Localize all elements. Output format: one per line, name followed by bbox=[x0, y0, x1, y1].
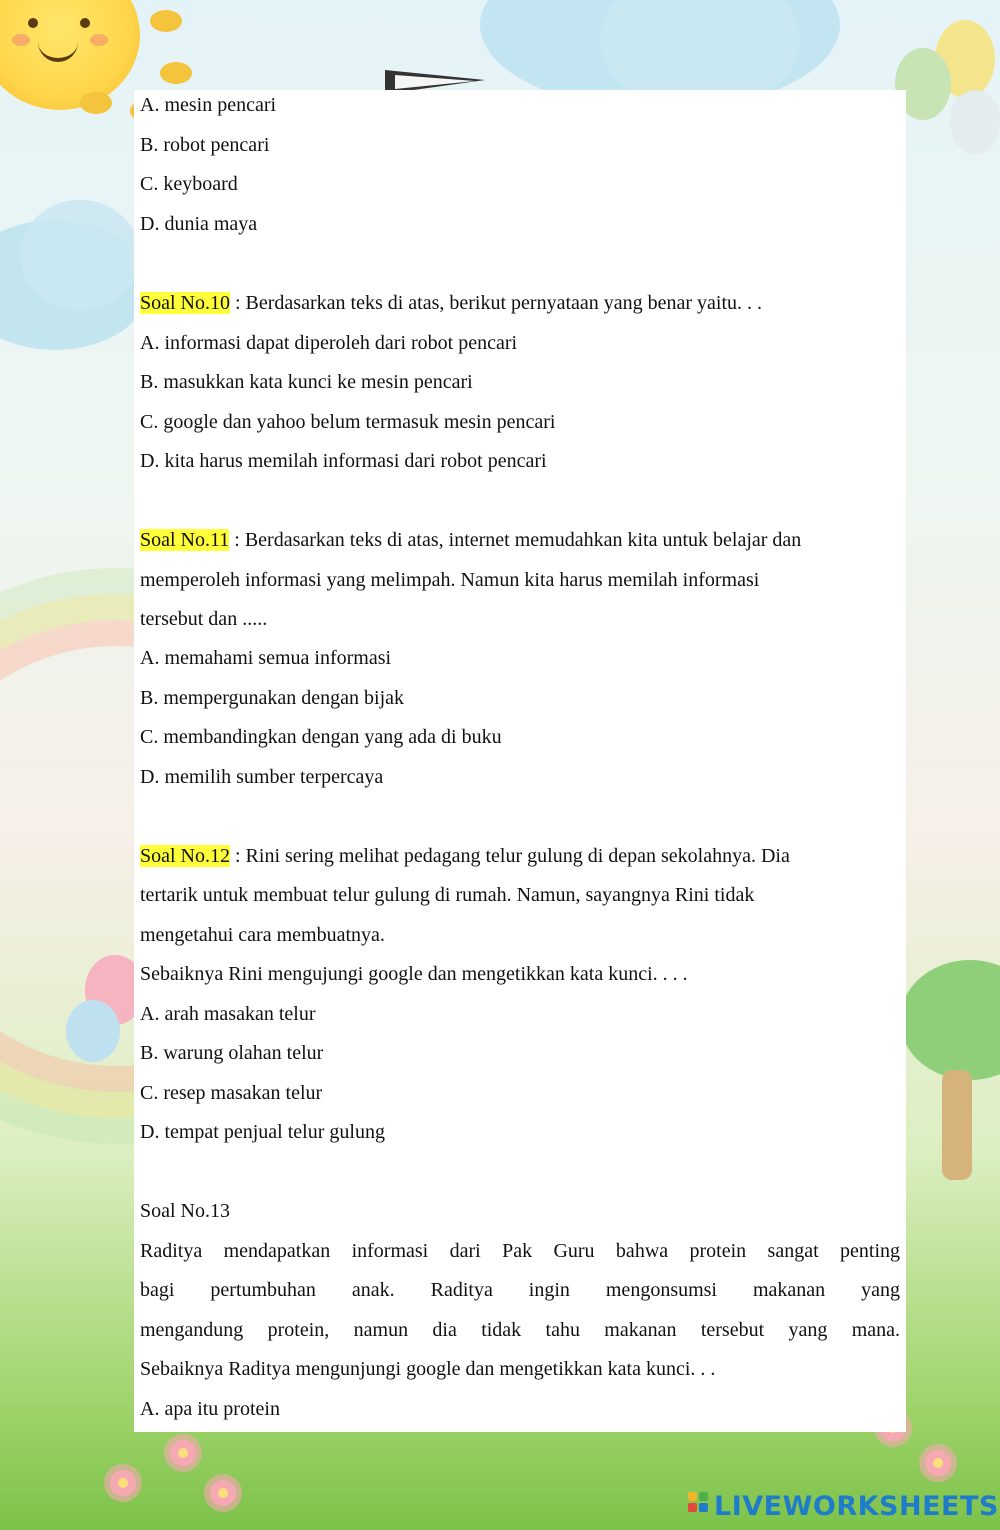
balloon-icon bbox=[950, 90, 1000, 154]
sun-ray-icon bbox=[80, 92, 112, 114]
question-10-stem bbox=[140, 290, 900, 316]
question-12-label: Soal No.12 bbox=[140, 845, 230, 867]
sun-ray-icon bbox=[150, 10, 182, 32]
tree-icon bbox=[900, 960, 1000, 1080]
option-item: C. resep masakan telur bbox=[140, 1082, 323, 1104]
flower-icon bbox=[925, 1450, 951, 1476]
option-item: A. informasi dapat diperoleh dari robot pencari bbox=[140, 332, 518, 354]
option-item: D. tempat penjual telur gulung bbox=[140, 1121, 385, 1143]
option-item: B. mempergunakan dengan bijak bbox=[140, 687, 405, 709]
option-item: D. memilih sumber terpercaya bbox=[140, 766, 384, 788]
option-item: A. mesin pencari bbox=[140, 94, 277, 116]
liveworksheets-logo-text: LIVEWORKSHEETS bbox=[714, 1490, 999, 1522]
liveworksheets-logo-icon bbox=[688, 1492, 710, 1520]
question-12-text: : Rini sering melihat pedagang telur gulung di depan sekolahnya. Dia bbox=[230, 845, 790, 867]
option-item: A. apa itu protein bbox=[140, 1398, 280, 1420]
option-item: B. robot pencari bbox=[140, 134, 270, 156]
tree-trunk-icon bbox=[942, 1070, 972, 1180]
question-13-text-line: Raditya mendapatkan informasi dari Pak Guru bahwa protein sangat penting bbox=[140, 1240, 900, 1262]
paper-plane-icon bbox=[395, 75, 475, 89]
option-item: B. masukkan kata kunci ke mesin pencari bbox=[140, 371, 473, 393]
question-11-text-line: tersebut dan ..... bbox=[140, 608, 268, 630]
sun-ray-icon bbox=[160, 62, 192, 84]
option-item: B. warung olahan telur bbox=[140, 1042, 324, 1064]
question-11-text-line: memperoleh informasi yang melimpah. Namun kita harus memilah informasi bbox=[140, 569, 760, 591]
balloon-icon bbox=[66, 1000, 120, 1062]
question-10-label: Soal No.10 bbox=[140, 292, 230, 314]
question-13-label: Soal No.13 bbox=[140, 1200, 230, 1222]
flower-icon bbox=[110, 1470, 136, 1496]
option-item: A. arah masakan telur bbox=[140, 1003, 316, 1025]
option-item: D. dunia maya bbox=[140, 213, 258, 235]
question-12-stem bbox=[140, 843, 900, 869]
option-item: D. kita harus memilah informasi dari robot pencari bbox=[140, 450, 547, 472]
question-11-stem bbox=[140, 527, 900, 553]
flower-icon bbox=[210, 1480, 236, 1506]
question-13-text-line: mengandung protein, namun dia tidak tahu makanan tersebut yang mana. bbox=[140, 1319, 900, 1341]
option-item: C. keyboard bbox=[140, 173, 238, 195]
question-12-text-line: mengetahui cara membuatnya. bbox=[140, 924, 385, 946]
question-12-text-line: tertarik untuk membuat telur gulung di rumah. Namun, sayangnya Rini tidak bbox=[140, 884, 755, 906]
liveworksheets-logo bbox=[688, 1488, 999, 1524]
worksheet-page bbox=[134, 90, 906, 1432]
question-10-text: : Berdasarkan teks di atas, berikut pernyataan yang benar yaitu. . . bbox=[230, 292, 763, 314]
sun-icon bbox=[0, 0, 140, 110]
option-item: A. memahami semua informasi bbox=[140, 647, 392, 669]
option-item: C. membandingkan dengan yang ada di buku bbox=[140, 726, 502, 748]
flower-icon bbox=[170, 1440, 196, 1466]
question-11-label: Soal No.11 bbox=[140, 529, 230, 551]
option-item: C. google dan yahoo belum termasuk mesin pencari bbox=[140, 411, 556, 433]
question-13-text-line: Sebaiknya Raditya mengunjungi google dan mengetikkan kata kunci. . . bbox=[140, 1358, 716, 1380]
question-11-text: : Berdasarkan teks di atas, internet memudahkan kita untuk belajar dan bbox=[229, 529, 802, 551]
cloud-shape bbox=[20, 200, 140, 310]
question-12-text-line: Sebaiknya Rini mengujungi google dan mengetikkan kata kunci. . . . bbox=[140, 963, 688, 985]
question-13-text-line: bagi pertumbuhan anak. Raditya ingin mengonsumsi makanan yang bbox=[140, 1279, 900, 1301]
